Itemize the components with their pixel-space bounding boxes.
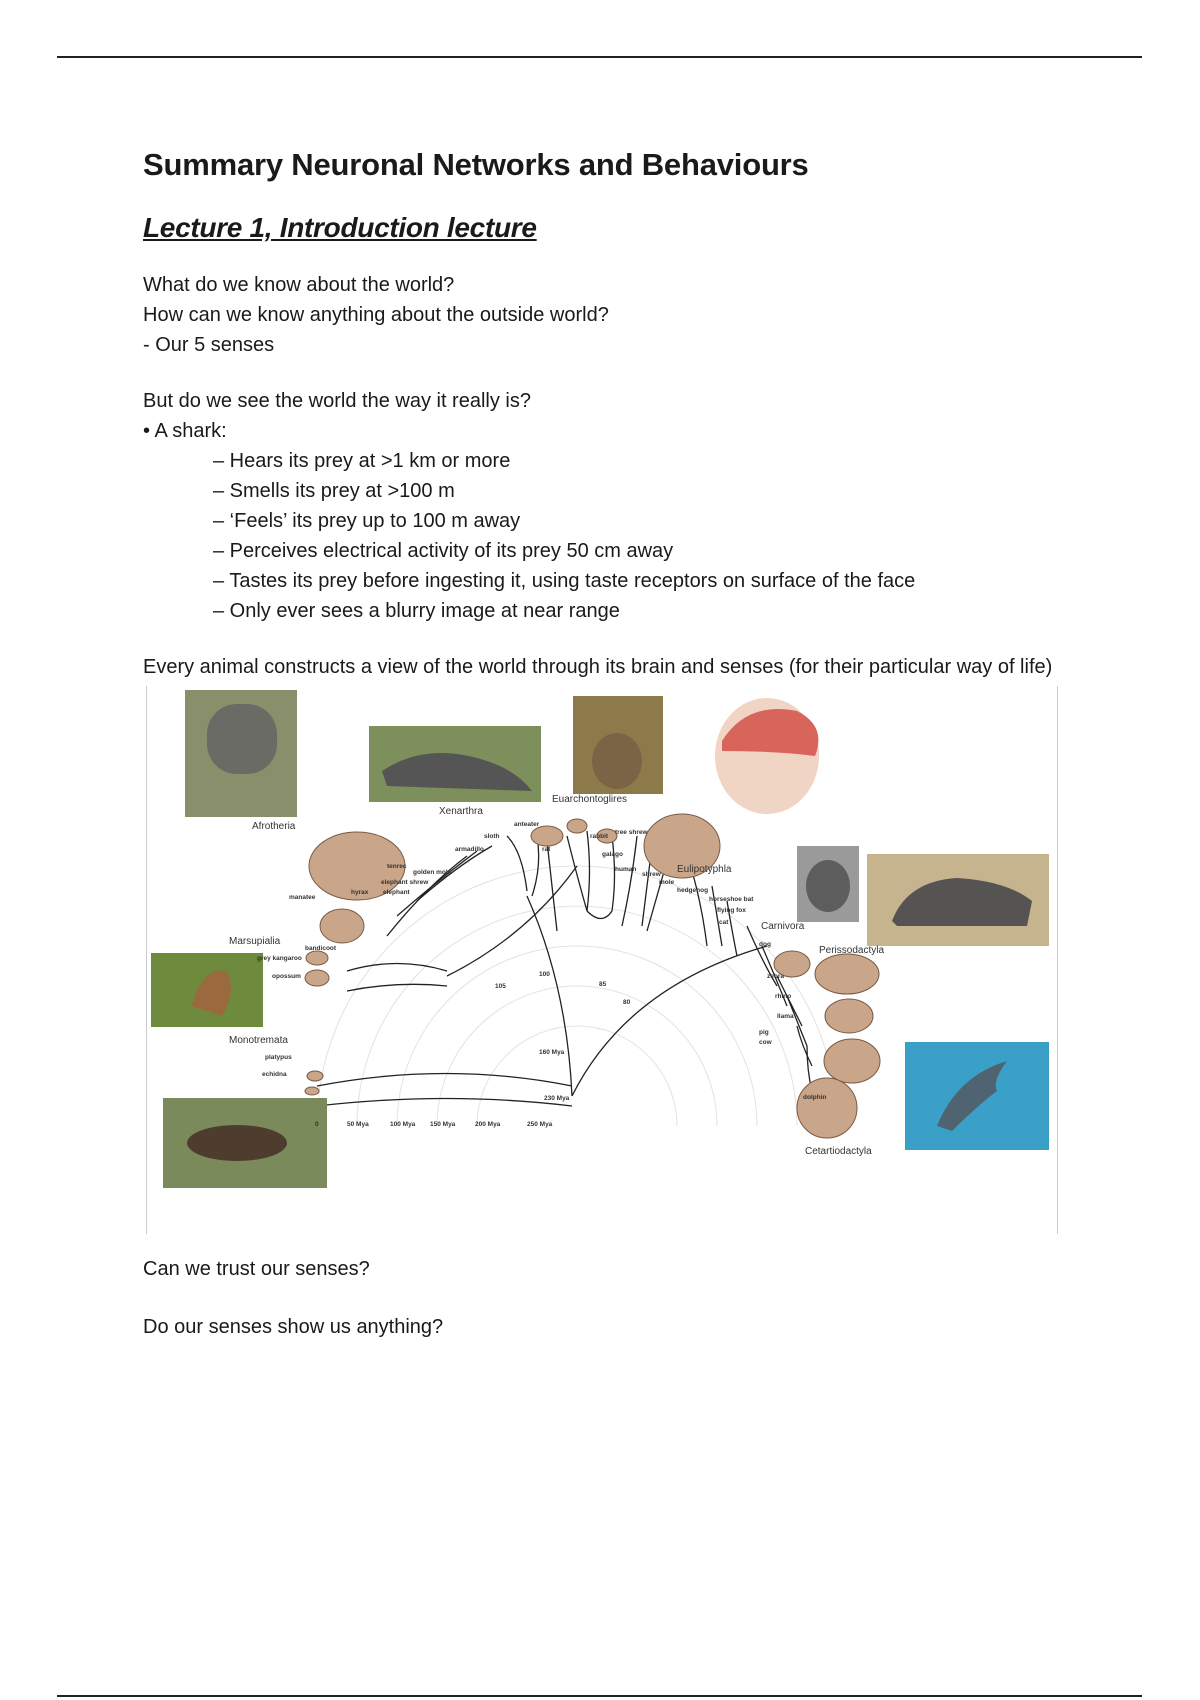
- label-bandicoot: bandicoot: [305, 945, 337, 952]
- label-tenrec: tenrec: [387, 863, 407, 870]
- label-armadillo: armadillo: [455, 846, 484, 853]
- wolf-shape: [806, 860, 850, 912]
- every-animal-text: Every animal constructs a view of the world through its brain and senses (for their particular way of life): [143, 656, 1053, 678]
- label-grey-kangaroo: grey kangaroo: [257, 955, 302, 962]
- label-mole: mole: [659, 879, 675, 886]
- label-rat: rat: [542, 846, 551, 853]
- label-horseshoe-bat: horseshoe bat: [709, 896, 754, 903]
- bandicoot-brain: [306, 951, 328, 965]
- closing-question: Can we trust our senses?: [143, 1258, 370, 1280]
- tenrec-brain: [320, 909, 364, 943]
- label-eulipotyphla: Eulipotyphla: [677, 864, 732, 875]
- every-animal-block: [143, 652, 1073, 682]
- shark-bullet: • A shark:: [143, 420, 227, 442]
- timeline-0: 0: [315, 1121, 319, 1128]
- kangaroo-brain: [305, 970, 329, 986]
- echidna-brain: [305, 1087, 319, 1095]
- label-rabbit: rabbit: [590, 833, 609, 840]
- document-title: Summary Neuronal Networks and Behaviours: [143, 147, 809, 182]
- label-monotremata: Monotremata: [229, 1035, 288, 1046]
- question-line: But do we see the world the way it really is?: [143, 390, 531, 412]
- label-perissodactyla: Perissodactyla: [819, 945, 885, 956]
- label-sloth: sloth: [484, 833, 500, 840]
- intro-line: How can we know anything about the outside world?: [143, 304, 609, 326]
- label-elephant-shrew: elephant shrew: [381, 879, 429, 886]
- closing-question: Do our senses show us anything?: [143, 1316, 444, 1338]
- label-rhino: rhino: [775, 993, 792, 1000]
- shark-point: – Hears its prey at >1 km or more: [213, 450, 511, 472]
- node-105: 105: [495, 983, 506, 990]
- platypus-shape: [187, 1125, 287, 1161]
- node-100: 100: [539, 971, 550, 978]
- label-dog: dog: [759, 941, 771, 948]
- phylogeny-figure: [146, 686, 1058, 1234]
- phylogeny-svg: [147, 686, 1057, 1234]
- label-pig: pig: [759, 1029, 769, 1036]
- label-manatee: manatee: [289, 894, 316, 901]
- llama-brain: [825, 999, 873, 1033]
- label-platypus: platypus: [265, 1054, 292, 1061]
- lecture-heading: Lecture 1, Introduction lecture: [143, 212, 537, 243]
- label-xenarthra: Xenarthra: [439, 806, 483, 817]
- label-carnivora: Carnivora: [761, 921, 805, 932]
- timeline-50: 50 Mya: [347, 1121, 369, 1128]
- node-160: 160 Mya: [539, 1049, 565, 1056]
- rat-brain: [567, 819, 587, 833]
- armadillo-brain: [531, 826, 563, 846]
- shark-point: – Smells its prey at >100 m: [213, 480, 455, 502]
- shark-point: – ‘Feels’ its prey up to 100 m away: [213, 510, 521, 532]
- label-llama: llama: [777, 1013, 794, 1020]
- elephant-shape: [207, 704, 277, 774]
- shark-point: – Tastes its prey before ingesting it, using taste receptors on surface of the face: [213, 570, 916, 592]
- platypus-brain: [307, 1071, 323, 1081]
- shark-point: – Only ever sees a blurry image at near range: [213, 600, 620, 622]
- label-dolphin: dolphin: [803, 1094, 827, 1101]
- shark-point: – Perceives electrical activity of its prey 50 cm away: [213, 540, 674, 562]
- header-rule: [57, 56, 1142, 58]
- label-cow: cow: [759, 1039, 772, 1046]
- timeline-200: 200 Mya: [475, 1121, 501, 1128]
- label-golden-mole: golden mole: [413, 869, 452, 876]
- rabbit-shape: [592, 733, 642, 789]
- label-opossum: opossum: [272, 973, 301, 980]
- page-content: [143, 140, 1073, 1342]
- label-shrew: shrew: [642, 871, 661, 878]
- dolphin-brain: [797, 1078, 857, 1138]
- timeline-150: 150 Mya: [430, 1121, 456, 1128]
- label-hyrax: hyrax: [351, 889, 369, 896]
- label-zebra: zebra: [767, 973, 784, 980]
- label-anteater: anteater: [514, 821, 540, 828]
- intro-line: What do we know about the world?: [143, 274, 455, 296]
- closing-block: [143, 1254, 1073, 1342]
- label-afrotheria: Afrotheria: [252, 821, 296, 832]
- rhino-brain: [815, 954, 879, 994]
- intro-block: [143, 270, 1073, 360]
- footer-rule: [57, 1695, 1142, 1697]
- label-human: human: [615, 866, 637, 873]
- cow-brain: [824, 1039, 880, 1083]
- label-marsupialia: Marsupialia: [229, 936, 281, 947]
- label-tree-shrew: tree shrew: [615, 829, 648, 836]
- label-elephant: elephant: [383, 889, 410, 896]
- node-80: 80: [623, 999, 631, 1006]
- intro-line: - Our 5 senses: [143, 334, 275, 356]
- timeline-100: 100 Mya: [390, 1121, 416, 1128]
- label-flying-fox: flying fox: [717, 907, 746, 914]
- label-euarchontoglires: Euarchontoglires: [552, 794, 628, 805]
- label-echidna: echidna: [262, 1071, 287, 1078]
- label-cetartiodactyla: Cetartiodactyla: [805, 1146, 872, 1157]
- shark-block: [143, 386, 1073, 626]
- label-galago: galago: [602, 851, 623, 858]
- timeline-250: 250 Mya: [527, 1121, 553, 1128]
- label-cat: cat: [719, 919, 729, 926]
- node-230: 230 Mya: [544, 1095, 570, 1102]
- label-hedgehog: hedgehog: [677, 887, 709, 894]
- node-85: 85: [599, 981, 607, 988]
- timeline-labels: [315, 971, 631, 1128]
